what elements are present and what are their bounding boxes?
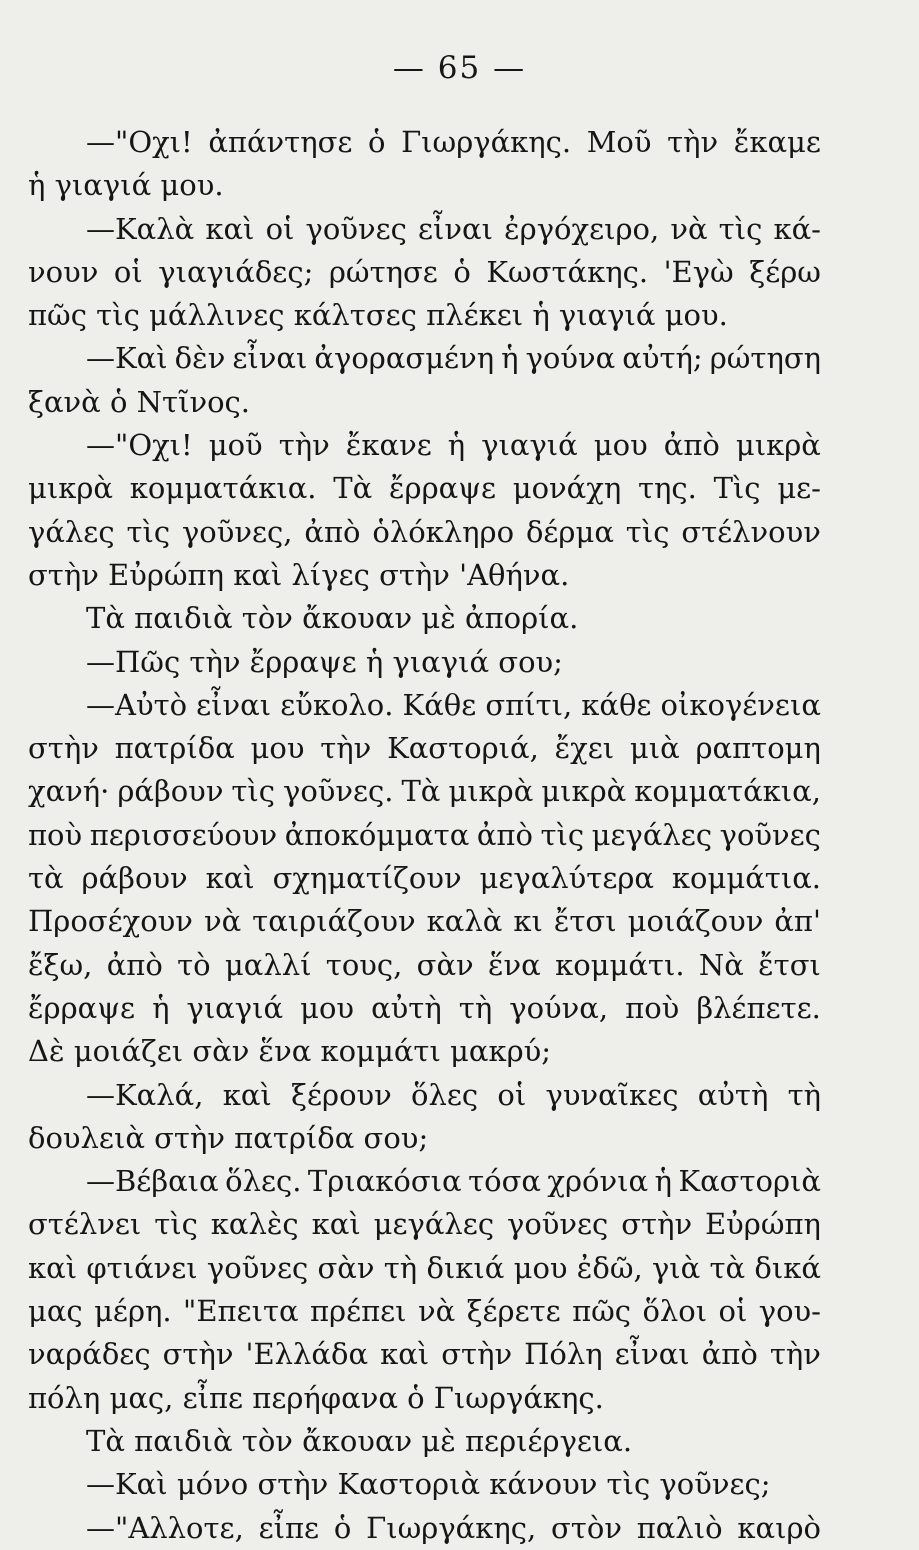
text-line: πῶς τὶς μάλλινες κάλτσες πλέκει ἡ γιαγιά μου.: [28, 298, 728, 333]
text-line: Τὰ παιδιὰ τὸν ἄκουαν μὲ ἀπορία.: [86, 601, 579, 636]
text-line: στὴν Εὐρώπη καὶ λίγες στὴν 'Αθήνα.: [28, 557, 570, 592]
text-line: στὴν πατρίδα μου τὴν Καστοριά, ἔχει μιὰ ραπτομη: [28, 731, 821, 766]
text-line: στέλνει τὶς καλὲς καὶ μεγάλες γοῦνες στὴν Εὐρώπη: [28, 1207, 821, 1242]
text-line: —Βέβαια ὅλες. Τριακόσια τόσα χρόνια ἡ Καστοριὰ: [86, 1164, 821, 1199]
text-line: γάλες τὶς γοῦνες, ἀπὸ ὁλόκληρο δέρμα τὶς στέλνουν: [28, 514, 821, 549]
text-line: —Καὶ μόνο στὴν Καστοριὰ κάνουν τὶς γοῦνες;: [86, 1467, 771, 1502]
text-line: Δὲ μοιάζει σὰν ἕνα κομμάτι μακρύ;: [28, 1034, 552, 1069]
text-line: Τὰ παιδιὰ τὸν ἄκουαν μὲ περιέργεια.: [86, 1423, 633, 1458]
text-line: καὶ φτιάνει γοῦνες σὰν τὴ δικιά μου ἐδῶ, γιὰ τὰ δικά: [28, 1250, 821, 1285]
text-line: —Καὶ δὲν εἶναι ἀγορασμένη ἡ γούνα αὐτή; ρώτηση: [86, 341, 821, 376]
text-line: πόλη μας, εἶπε περήφανα ὁ Γιωργάκης.: [28, 1380, 604, 1415]
text-line: —"Αλλοτε, εἶπε ὁ Γιωργάκης, στὸν παλιὸ καιρὸ: [86, 1510, 821, 1545]
text-line: ἡ γιαγιά μου.: [28, 168, 224, 203]
text-line: νουν οἱ γιαγιάδες; ρώτησε ὁ Κωστάκης. 'Εγὼ ξέρω: [28, 254, 821, 289]
body-text: [28, 121, 821, 1550]
text-line: —Πῶς τὴν ἔρραψε ἡ γιαγιά σου;: [86, 644, 563, 679]
text-line: —"Οχι! ἀπάντησε ὁ Γιωργάκης. Μοῦ τὴν ἔκαμε: [86, 125, 821, 159]
text-line: —Καλά, καὶ ξέρουν ὅλες οἱ γυναῖκες αὐτὴ τὴ: [86, 1077, 821, 1112]
text-line: —Καλὰ καὶ οἱ γοῦνες εἶναι ἐργόχειρο, νὰ τὶς κά-: [86, 211, 821, 246]
text-line: ναράδες στὴν 'Ελλάδα καὶ στὴν Πόλη εἶναι ἀπὸ τὴν: [28, 1337, 821, 1372]
text-line: μικρὰ κομματάκια. Τὰ ἔρραψε μονάχη της. Τὶς με-: [28, 471, 821, 506]
text-line: τὰ ράβουν καὶ σχηματίζουν μεγαλύτερα κομμάτια.: [28, 861, 821, 896]
text-line: δουλειὰ στὴν πατρίδα σου;: [28, 1120, 429, 1155]
text-line: ξανὰ ὁ Ντῖνος.: [28, 384, 251, 419]
text-line: ἔρραψε ἡ γιαγιά μου αὐτὴ τὴ γούνα, ποὺ βλέπετε.: [28, 990, 821, 1025]
page-number: — 65 —: [392, 50, 527, 86]
text-line: ποὺ περισσεύουν ἀποκόμματα ἀπὸ τὶς μεγάλες γοῦνες: [28, 817, 821, 852]
text-line: μας μέρη. "Επειτα πρέπει νὰ ξέρετε πῶς ὅλοι οἱ γου-: [28, 1294, 821, 1329]
text-line: —"Οχι! μοῦ τὴν ἔκανε ἡ γιαγιά μου ἀπὸ μικρὰ: [86, 428, 821, 463]
text-line: ἔξω, ἀπὸ τὸ μαλλί τους, σὰν ἕνα κομμάτι. Νὰ ἔτσι: [28, 947, 821, 982]
text-line: Προσέχουν νὰ ταιριάζουν καλὰ κι ἔτσι μοιάζουν ἀπ': [28, 904, 821, 939]
text-line: χανή· ράβουν τὶς γοῦνες. Τὰ μικρὰ μικρὰ κομματάκια,: [28, 774, 821, 809]
text-line: —Αὐτὸ εἶναι εὔκολο. Κάθε σπίτι, κάθε οἰκογένεια: [86, 687, 821, 722]
